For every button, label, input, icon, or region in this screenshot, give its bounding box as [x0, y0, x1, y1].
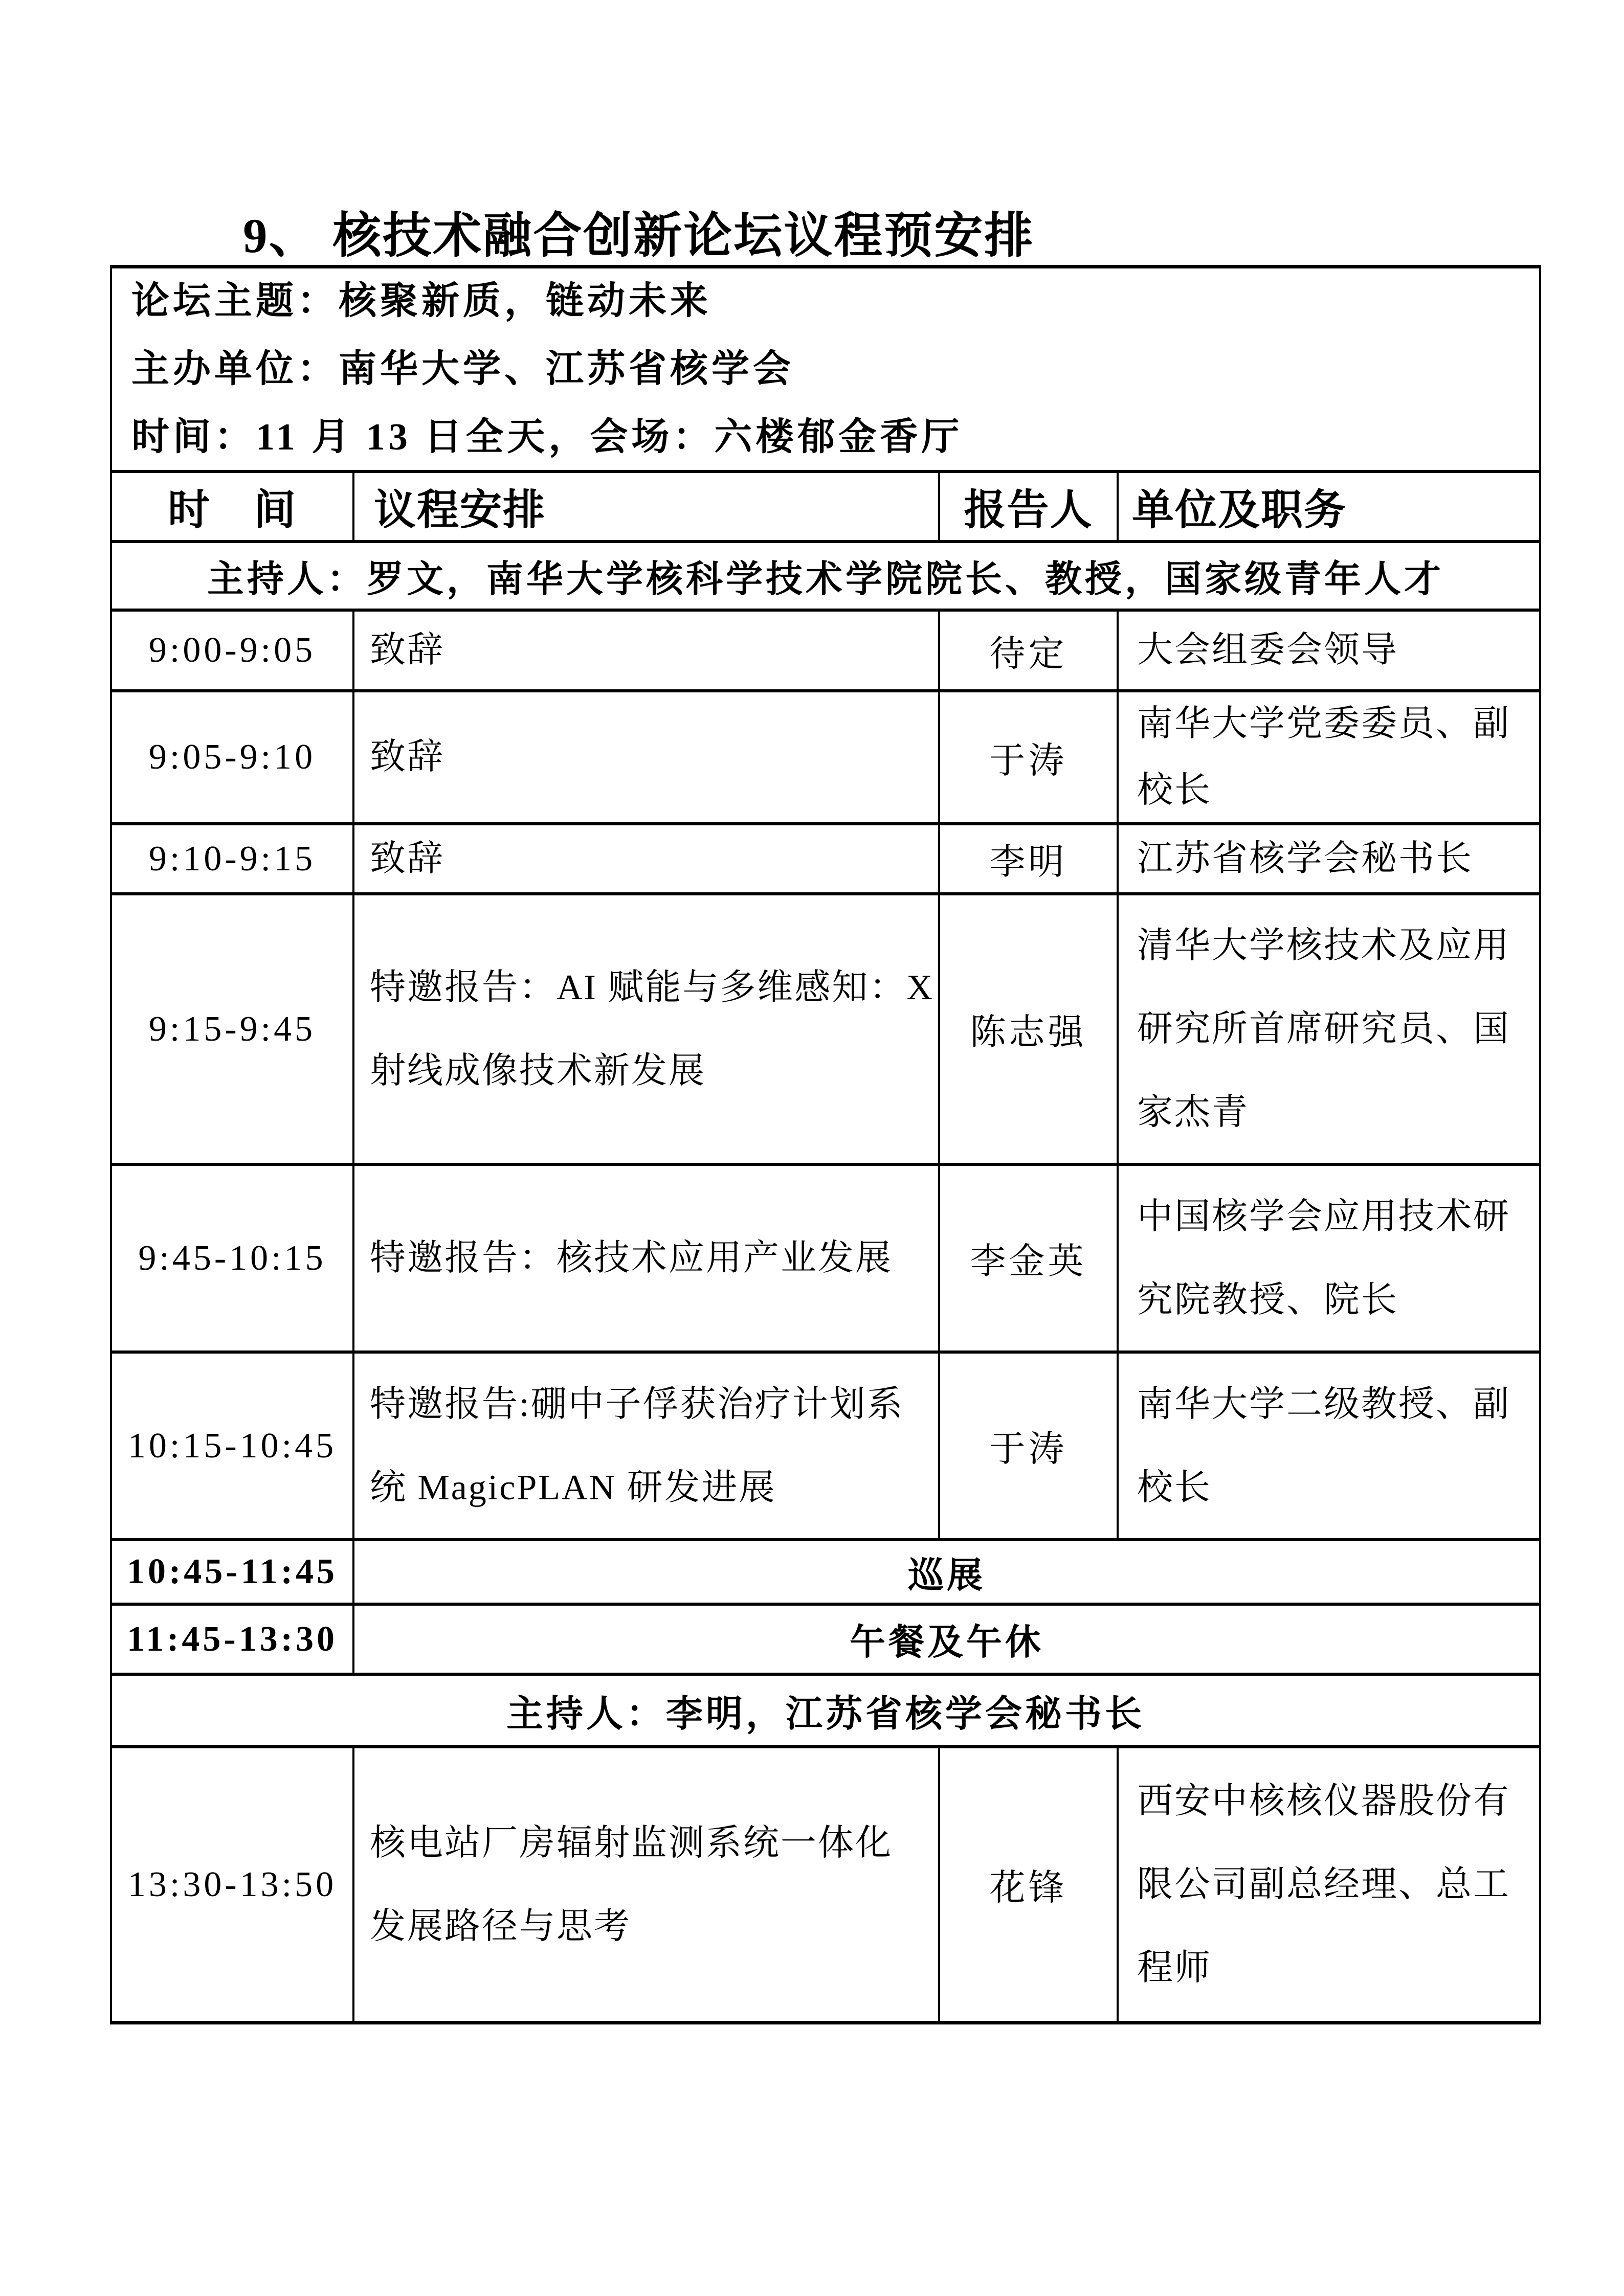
- time-cell: [112, 692, 354, 822]
- agenda-table: [110, 265, 1541, 2024]
- speaker-cell: [940, 825, 1119, 892]
- affiliation-cell: [1119, 1354, 1539, 1538]
- moderator-cell: [112, 1676, 1539, 1745]
- speaker-cell: [940, 1748, 1119, 2021]
- session-row: [112, 692, 1539, 825]
- forum-datetime: 时间：11 月 13 日全天，会场：六楼郁金香厅: [131, 416, 963, 458]
- forum-organizer: 主办单位：南华大学、江苏省核学会: [131, 348, 794, 390]
- affiliation-cell: [1119, 612, 1539, 689]
- time-cell: [112, 1354, 354, 1538]
- agenda-line: 致辞: [370, 839, 444, 879]
- header-speaker-label: 报告人: [964, 487, 1093, 533]
- speaker-label: 待定: [989, 634, 1067, 674]
- affiliation-line: 程师: [1137, 1948, 1212, 1988]
- affiliation-line: 江苏省核学会秘书长: [1137, 839, 1473, 879]
- moderator-label: 主持人：罗文，南华大学核科学技术学院院长、教授，国家级青年人才: [207, 559, 1444, 600]
- agenda-cell: [354, 692, 940, 822]
- header-time-cell: [112, 473, 354, 540]
- affiliation-line: 南华大学二级教授、副: [1137, 1384, 1510, 1424]
- agenda-line: 特邀报告:硼中子俘获治疗计划系: [370, 1384, 904, 1424]
- break-label-cell: [354, 1541, 1539, 1603]
- forum-theme: 论坛主题：核聚新质，链动未来: [131, 280, 711, 322]
- time-label: 9:15-9:45: [148, 1009, 316, 1049]
- affiliation-line: 西安中核核仪器股份有: [1137, 1782, 1510, 1821]
- session-row: [112, 825, 1539, 895]
- speaker-cell: [940, 895, 1119, 1163]
- agenda-cell: [354, 612, 940, 689]
- header-agenda-cell: [354, 473, 940, 540]
- agenda-line: 致辞: [370, 631, 444, 670]
- speaker-label: 李金英: [970, 1242, 1087, 1281]
- affiliation-line: 南华大学党委委员、副: [1137, 704, 1510, 744]
- break-label: 巡展: [908, 1556, 986, 1595]
- affiliation-line: 中国核学会应用技术研: [1137, 1197, 1510, 1236]
- affiliation-line: 家杰青: [1137, 1093, 1249, 1132]
- time-label: 10:45-11:45: [126, 1552, 338, 1591]
- time-label: 13:30-13:50: [127, 1864, 337, 1904]
- time-cell: [112, 1606, 354, 1673]
- schedule-rows: [112, 543, 1539, 2021]
- break-label: 午餐及午休: [850, 1623, 1044, 1662]
- agenda-line: 发展路径与思考: [370, 1906, 631, 1946]
- speaker-cell: [940, 612, 1119, 689]
- time-cell: [112, 1541, 354, 1603]
- break-label-cell: [354, 1606, 1539, 1673]
- time-label: 9:10-9:15: [148, 839, 316, 879]
- time-cell: [112, 1748, 354, 2021]
- time-label: 11:45-13:30: [126, 1619, 338, 1659]
- speaker-label: 李明: [989, 843, 1067, 882]
- document-title: 9、 核技术融合创新论坛议程预安排: [243, 209, 1035, 263]
- session-row: [112, 612, 1539, 692]
- time-cell: [112, 825, 354, 892]
- affiliation-line: 校长: [1137, 1468, 1212, 1507]
- session-row: [112, 1354, 1539, 1541]
- agenda-cell: [354, 895, 940, 1163]
- speaker-label: 于涛: [989, 1430, 1067, 1469]
- moderator-label: 主持人：李明，江苏省核学会秘书长: [506, 1694, 1145, 1735]
- agenda-line: 射线成像技术新发展: [370, 1051, 706, 1091]
- speaker-label: 陈志强: [970, 1013, 1087, 1052]
- table-header-row: [112, 473, 1539, 543]
- affiliation-cell: [1119, 692, 1539, 822]
- time-label: 10:15-10:45: [127, 1426, 337, 1466]
- time-label: 9:45-10:15: [138, 1238, 326, 1278]
- header-affiliation-label: 单位及职务: [1132, 487, 1347, 533]
- agenda-line: 特邀报告：核技术应用产业发展: [370, 1239, 893, 1278]
- affiliation-line: 限公司副总经理、总工: [1137, 1865, 1510, 1904]
- moderator-row: [112, 1676, 1539, 1748]
- agenda-line: 统 MagicPLAN 研发进展: [370, 1468, 776, 1507]
- agenda-line: 特邀报告：AI 赋能与多维感知：X: [370, 967, 934, 1007]
- agenda-cell: [354, 1166, 940, 1350]
- session-row: [112, 1748, 1539, 2021]
- affiliation-line: 大会组委会领导: [1137, 631, 1398, 670]
- header-time-label: 时 间: [167, 487, 297, 533]
- time-label: 9:00-9:05: [148, 631, 316, 670]
- speaker-cell: [940, 692, 1119, 822]
- header-speaker-cell: [940, 473, 1119, 540]
- agenda-line: 致辞: [370, 737, 444, 777]
- speaker-cell: [940, 1354, 1119, 1538]
- header-agenda-label: 议程安排: [374, 487, 546, 533]
- affiliation-line: 清华大学核技术及应用: [1137, 926, 1510, 965]
- affiliation-line: 校长: [1137, 771, 1212, 810]
- speaker-label: 花锋: [989, 1869, 1067, 1908]
- header-affiliation-cell: [1119, 473, 1539, 540]
- session-row: [112, 895, 1539, 1166]
- agenda-cell: [354, 825, 940, 892]
- agenda-line: 核电站厂房辐射监测系统一体化: [370, 1823, 893, 1863]
- affiliation-line: 研究所首席研究员、国: [1137, 1009, 1510, 1049]
- break-row: [112, 1541, 1539, 1606]
- affiliation-cell: [1119, 825, 1539, 892]
- session-row: [112, 1166, 1539, 1354]
- break-row: [112, 1606, 1539, 1676]
- moderator-row: [112, 543, 1539, 612]
- time-label: 9:05-9:10: [148, 737, 316, 777]
- time-cell: [112, 1166, 354, 1350]
- affiliation-cell: [1119, 1166, 1539, 1350]
- speaker-cell: [940, 1166, 1119, 1350]
- time-cell: [112, 612, 354, 689]
- forum-info-block: [112, 268, 1539, 473]
- affiliation-line: 究院教授、院长: [1137, 1280, 1398, 1320]
- affiliation-cell: [1119, 1748, 1539, 2021]
- agenda-cell: [354, 1748, 940, 2021]
- moderator-cell: [112, 543, 1539, 609]
- time-cell: [112, 895, 354, 1163]
- affiliation-cell: [1119, 895, 1539, 1163]
- agenda-cell: [354, 1354, 940, 1538]
- speaker-label: 于涛: [989, 741, 1067, 781]
